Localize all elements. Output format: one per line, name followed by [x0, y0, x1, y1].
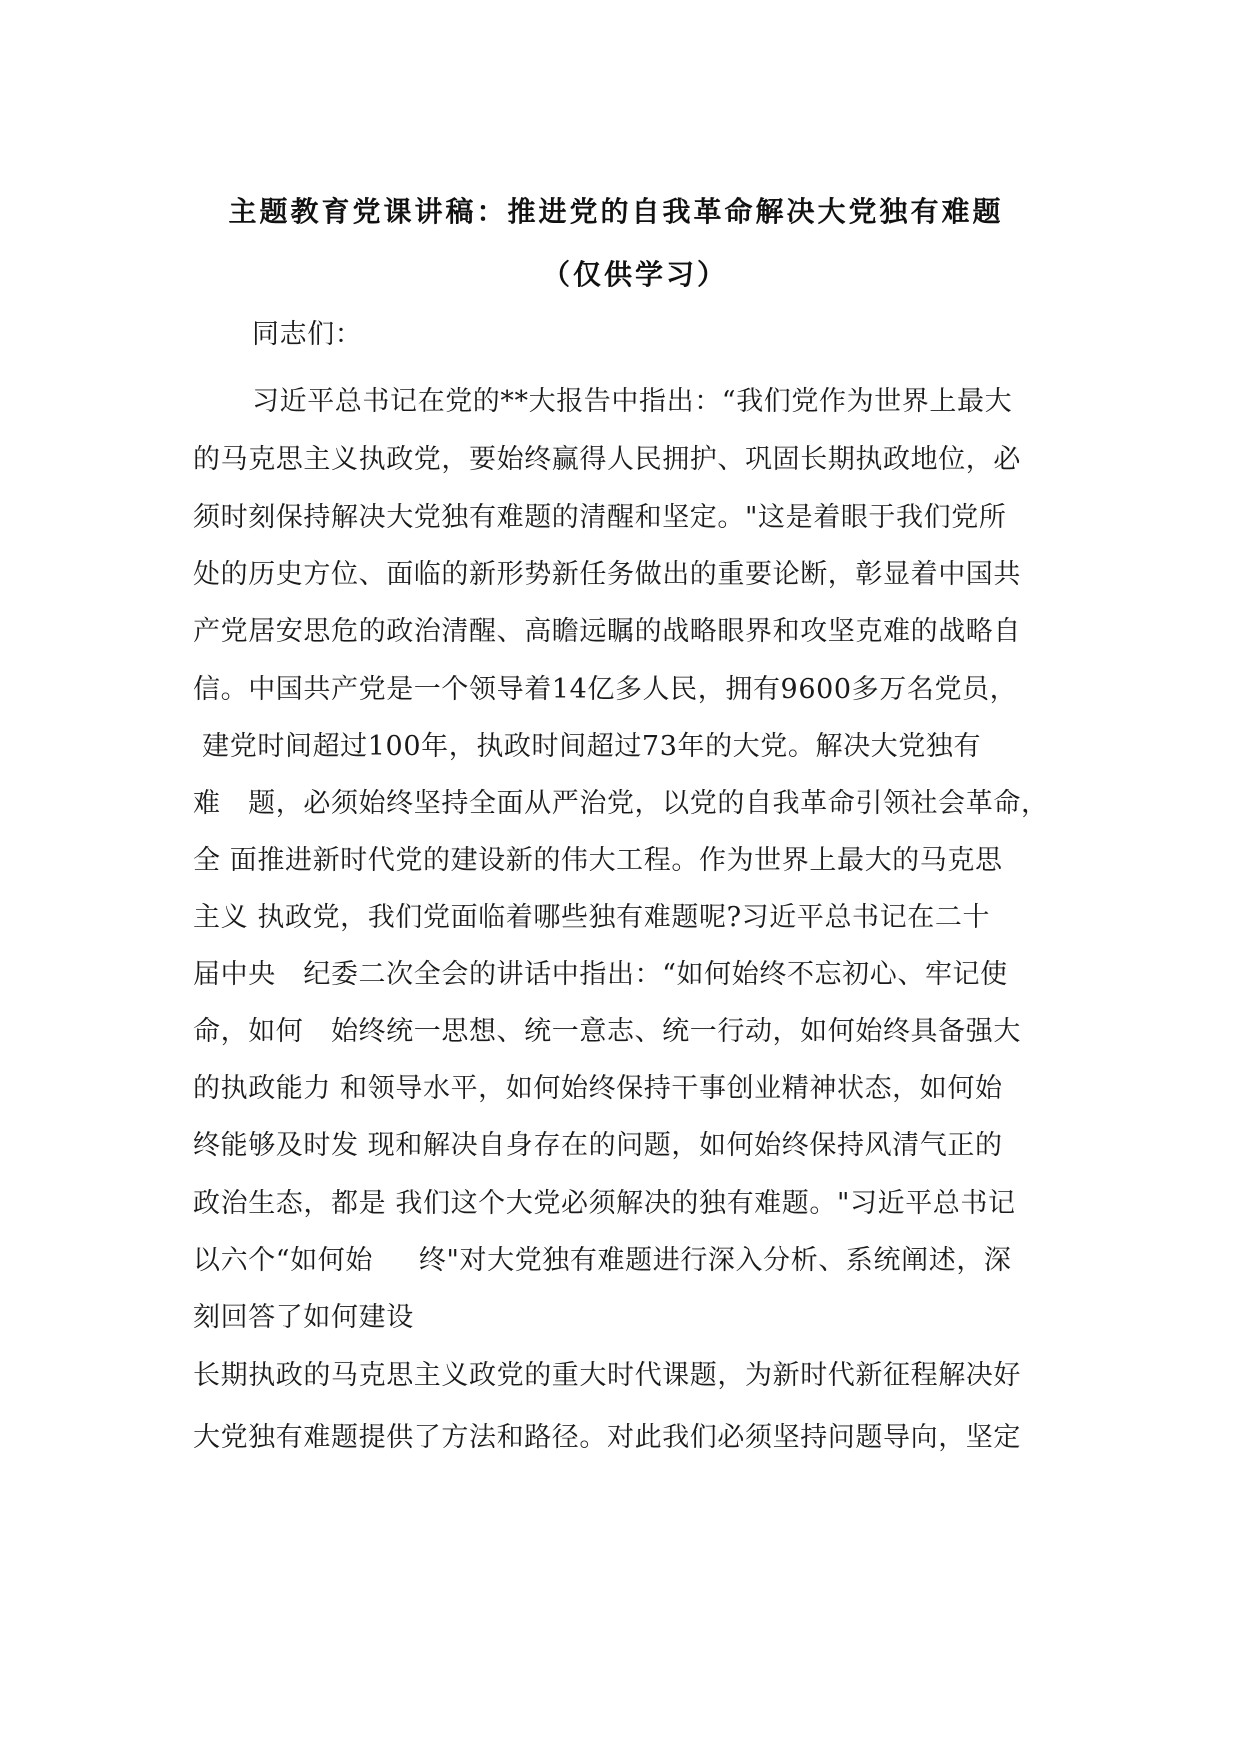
body-line: 届中央 纪委二次全会的讲话中指出：“如何始终不忘初心、牢记使 — [193, 959, 1008, 990]
document-subtitle: （仅供学习） — [541, 258, 728, 291]
body-line: 信。中国共产党是一个领导着14亿多人民，拥有9600多万名党员， — [193, 674, 1018, 705]
body-line: 长期执政的马克思主义政党的重大时代课题，为新时代新征程解决好 — [193, 1360, 1021, 1391]
body-line: 大党独有难题提供了方法和路径。对此我们必须坚持问题导向，坚定 — [193, 1422, 1021, 1453]
body-line: 刻回答了如何建设 — [193, 1302, 414, 1333]
body-line: 建党时间超过100年，执政时间超过73年的大党。解决大党独有 — [193, 731, 982, 762]
body-line: 须时刻保持解决大党独有难题的清醒和坚定。"这是着眼于我们党所 — [193, 502, 1007, 533]
body-line: 政治生态，都是 我们这个大党必须解决的独有难题。"习近平总书记 — [193, 1188, 1016, 1219]
body-line: 的执政能力 和领导水平，如何始终保持干事创业精神状态，如何始 — [193, 1073, 1003, 1104]
document-title: 主题教育党课讲稿：推进党的自我革命解决大党独有难题 — [228, 195, 1004, 228]
body-line: 的马克思主义执政党，要始终赢得人民拥护、巩固长期执政地位，必 — [193, 444, 1021, 475]
body-line: 全 面推进新时代党的建设新的伟大工程。作为世界上最大的马克思 — [193, 845, 1003, 876]
body-line: 主义 执政党，我们党面临着哪些独有难题呢?习近平总书记在二十 — [193, 902, 991, 933]
body-line: 难 题，必须始终坚持全面从严治党，以党的自我革命引领社会革命， — [193, 788, 1049, 819]
body-line: 命，如何 始终统一思想、统一意志、统一行动，如何始终具备强大 — [193, 1016, 1021, 1047]
body-line: 处的历史方位、面临的新形势新任务做出的重要论断，彰显着中国共 — [193, 559, 1021, 590]
body-line: 终能够及时发 现和解决自身存在的问题，如何始终保持风清气正的 — [193, 1130, 1003, 1161]
salutation: 同志们： — [252, 319, 363, 350]
body-line: 产党居安思危的政治清醒、高瞻远瞩的战略眼界和攻坚克难的战略自 — [193, 616, 1021, 647]
body-line: 以六个“如何始 终"对大党独有难题进行深入分析、系统阐述，深 — [193, 1245, 1012, 1276]
body-line: 习近平总书记在党的**大报告中指出：“我们党作为世界上最大 — [252, 386, 1013, 417]
